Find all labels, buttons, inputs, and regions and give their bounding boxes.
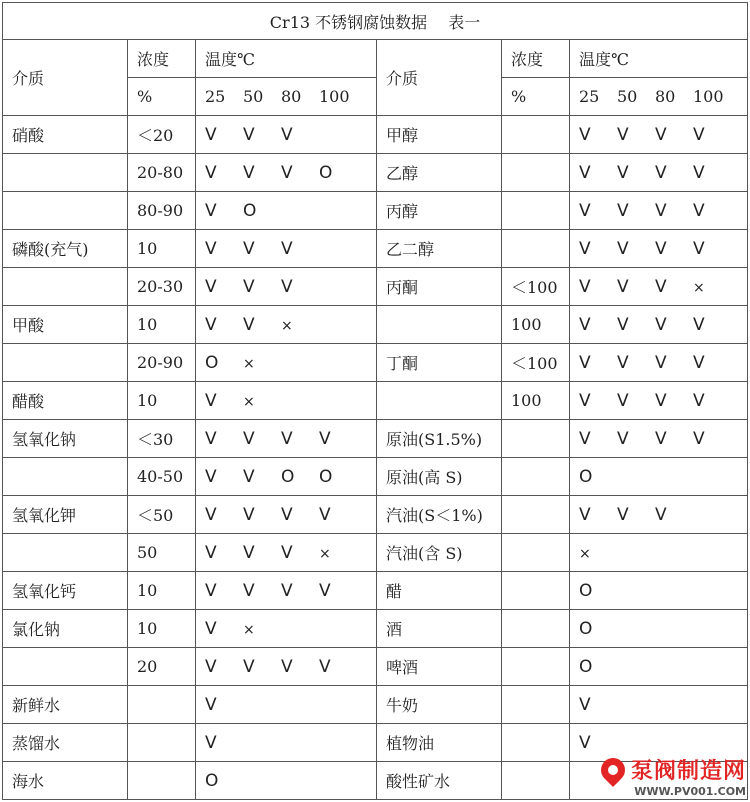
- concentration-left: 10: [128, 572, 196, 610]
- medium-right: 醋: [377, 572, 502, 610]
- medium-right: 甲醇: [377, 116, 502, 154]
- rating-mark: V: [617, 200, 629, 221]
- medium-right: 汽油(含 S): [377, 534, 502, 572]
- medium-left: 氢氧化钠: [3, 420, 128, 458]
- rating-mark: V: [579, 428, 591, 449]
- rating-mark: V: [617, 276, 629, 297]
- temp-label: 25: [205, 87, 226, 106]
- marks-right: [570, 534, 748, 572]
- medium-left: 氢氧化钙: [3, 572, 128, 610]
- concentration-right: [502, 496, 570, 534]
- marks-left: [196, 572, 377, 610]
- rating-mark: V: [579, 694, 591, 715]
- rating-mark: V: [205, 542, 217, 563]
- concentration-right: [502, 534, 570, 572]
- rating-mark: O: [281, 466, 295, 487]
- rating-mark: V: [617, 352, 629, 373]
- marks-left: [196, 116, 377, 154]
- medium-right: 丙酮: [377, 268, 502, 306]
- concentration-right: [502, 648, 570, 686]
- marks-right: [570, 496, 748, 534]
- rating-mark: V: [693, 162, 705, 183]
- rating-mark: V: [693, 390, 705, 411]
- temp-label: 25: [579, 87, 600, 106]
- rating-mark: V: [281, 124, 293, 145]
- table-row: [3, 192, 748, 230]
- table-row: [3, 572, 748, 610]
- header-temperature-left: 温度℃: [196, 40, 377, 78]
- marks-right: [570, 154, 748, 192]
- marks-right: [570, 458, 748, 496]
- rating-mark: V: [243, 504, 255, 525]
- rating-mark: V: [617, 162, 629, 183]
- rating-mark: V: [281, 542, 293, 563]
- marks-left: [196, 230, 377, 268]
- rating-mark: V: [205, 390, 217, 411]
- medium-left: [3, 268, 128, 306]
- marks-left: [196, 724, 377, 762]
- table-row: [3, 382, 748, 420]
- marks-left: [196, 382, 377, 420]
- rating-mark: V: [205, 124, 217, 145]
- concentration-right: ＜100: [502, 344, 570, 382]
- concentration-left: 40-50: [128, 458, 196, 496]
- location-pin-icon: [596, 753, 630, 787]
- table-row: [3, 458, 748, 496]
- rating-mark: V: [205, 428, 217, 449]
- concentration-left: ＜50: [128, 496, 196, 534]
- concentration-right: [502, 192, 570, 230]
- rating-mark: V: [693, 428, 705, 449]
- rating-mark: V: [617, 238, 629, 259]
- table-row: [3, 116, 748, 154]
- rating-mark: V: [319, 580, 331, 601]
- rating-mark: V: [579, 504, 591, 525]
- rating-mark: V: [243, 162, 255, 183]
- rating-mark: V: [319, 504, 331, 525]
- header-medium-right: 介质: [377, 40, 502, 116]
- medium-right: [377, 306, 502, 344]
- concentration-left: 20-80: [128, 154, 196, 192]
- rating-mark: O: [579, 618, 593, 639]
- concentration-right: [502, 230, 570, 268]
- marks-left: [196, 686, 377, 724]
- rating-mark: V: [617, 124, 629, 145]
- rating-mark: V: [579, 238, 591, 259]
- marks-right: [570, 382, 748, 420]
- marks-right: [570, 610, 748, 648]
- rating-mark: V: [205, 732, 217, 753]
- rating-mark: V: [205, 694, 217, 715]
- watermark-url: WWW.PV001.COM: [634, 785, 746, 798]
- rating-mark: V: [579, 276, 591, 297]
- watermark: [601, 754, 746, 798]
- rating-mark: V: [617, 428, 629, 449]
- concentration-left: [128, 686, 196, 724]
- concentration-right: ＜100: [502, 268, 570, 306]
- marks-right: [570, 306, 748, 344]
- concentration-left: 20-30: [128, 268, 196, 306]
- corrosion-table: [2, 2, 748, 800]
- marks-left: [196, 762, 377, 800]
- concentration-left: [128, 762, 196, 800]
- header-temps-right: [570, 78, 748, 116]
- rating-mark: V: [655, 352, 667, 373]
- rating-mark: V: [243, 466, 255, 487]
- medium-left: 氢氧化钾: [3, 496, 128, 534]
- concentration-left: [128, 724, 196, 762]
- concentration-right: [502, 572, 570, 610]
- temp-label: 80: [655, 87, 676, 106]
- medium-right: 牛奶: [377, 686, 502, 724]
- marks-left: [196, 610, 377, 648]
- rating-mark: V: [319, 428, 331, 449]
- title-row: [3, 3, 748, 40]
- medium-right: 丙醇: [377, 192, 502, 230]
- concentration-left: 20-90: [128, 344, 196, 382]
- medium-left: [3, 344, 128, 382]
- rating-mark: ×: [243, 355, 255, 372]
- rating-mark: V: [281, 276, 293, 297]
- rating-mark: V: [655, 504, 667, 525]
- concentration-right: [502, 458, 570, 496]
- marks-left: [196, 154, 377, 192]
- rating-mark: V: [205, 580, 217, 601]
- medium-left: 磷酸(充气): [3, 230, 128, 268]
- rating-mark: V: [205, 466, 217, 487]
- temp-label: 100: [319, 87, 350, 106]
- rating-mark: V: [205, 314, 217, 335]
- marks-right: [570, 686, 748, 724]
- rating-mark: O: [579, 466, 593, 487]
- temp-label: 50: [617, 87, 638, 106]
- medium-right: 乙二醇: [377, 230, 502, 268]
- marks-left: [196, 344, 377, 382]
- concentration-right: [502, 116, 570, 154]
- rating-mark: V: [243, 238, 255, 259]
- concentration-right: [502, 762, 570, 800]
- rating-mark: V: [243, 542, 255, 563]
- medium-left: 新鲜水: [3, 686, 128, 724]
- rating-mark: V: [205, 618, 217, 639]
- table-row: [3, 344, 748, 382]
- rating-mark: V: [243, 656, 255, 677]
- rating-mark: ×: [243, 621, 255, 638]
- table-title: Cr13 不锈钢腐蚀数据 表一: [3, 3, 748, 40]
- medium-right: 啤酒: [377, 648, 502, 686]
- marks-right: [570, 648, 748, 686]
- concentration-right: 100: [502, 382, 570, 420]
- medium-left: [3, 192, 128, 230]
- table-row: [3, 610, 748, 648]
- medium-left: 蒸馏水: [3, 724, 128, 762]
- rating-mark: O: [319, 162, 333, 183]
- marks-left: [196, 648, 377, 686]
- table-row: [3, 154, 748, 192]
- medium-left: 氯化钠: [3, 610, 128, 648]
- temp-label: 80: [281, 87, 302, 106]
- rating-mark: V: [579, 124, 591, 145]
- rating-mark: V: [281, 428, 293, 449]
- rating-mark: V: [243, 124, 255, 145]
- medium-right: 植物油: [377, 724, 502, 762]
- rating-mark: V: [579, 390, 591, 411]
- rating-mark: V: [617, 390, 629, 411]
- medium-left: [3, 648, 128, 686]
- marks-left: [196, 268, 377, 306]
- medium-left: 硝酸: [3, 116, 128, 154]
- medium-right: 丁酮: [377, 344, 502, 382]
- medium-left: [3, 154, 128, 192]
- concentration-left: 10: [128, 382, 196, 420]
- rating-mark: O: [579, 656, 593, 677]
- header-temperature-right: 温度℃: [570, 40, 748, 78]
- header-temps-left: [196, 78, 377, 116]
- rating-mark: V: [693, 314, 705, 335]
- rating-mark: V: [243, 428, 255, 449]
- concentration-right: [502, 420, 570, 458]
- concentration-right: [502, 154, 570, 192]
- rating-mark: V: [205, 656, 217, 677]
- watermark-brand: [601, 754, 746, 785]
- rating-mark: V: [243, 276, 255, 297]
- marks-right: [570, 268, 748, 306]
- rating-mark: V: [319, 656, 331, 677]
- medium-right: [377, 382, 502, 420]
- concentration-right: 100: [502, 306, 570, 344]
- rating-mark: ×: [281, 317, 293, 334]
- rating-mark: V: [617, 314, 629, 335]
- rating-mark: V: [655, 238, 667, 259]
- rating-mark: V: [281, 580, 293, 601]
- rating-mark: V: [205, 238, 217, 259]
- medium-left: [3, 458, 128, 496]
- medium-right: 原油(高 S): [377, 458, 502, 496]
- rating-mark: V: [579, 732, 591, 753]
- header-row-1: [3, 40, 748, 78]
- rating-mark: V: [693, 238, 705, 259]
- rating-mark: O: [243, 200, 257, 221]
- marks-right: [570, 230, 748, 268]
- medium-left: 甲酸: [3, 306, 128, 344]
- concentration-left: 20: [128, 648, 196, 686]
- table-row: [3, 268, 748, 306]
- rating-mark: V: [205, 200, 217, 221]
- medium-right: 原油(S1.5%): [377, 420, 502, 458]
- marks-right: [570, 116, 748, 154]
- rating-mark: V: [617, 504, 629, 525]
- medium-left: 醋酸: [3, 382, 128, 420]
- rating-mark: V: [579, 200, 591, 221]
- rating-mark: O: [205, 352, 219, 373]
- concentration-left: ＜20: [128, 116, 196, 154]
- concentration-right: [502, 686, 570, 724]
- concentration-left: 80-90: [128, 192, 196, 230]
- marks-left: [196, 420, 377, 458]
- rating-mark: V: [655, 200, 667, 221]
- marks-right: [570, 572, 748, 610]
- table-row: [3, 496, 748, 534]
- marks-right: [570, 344, 748, 382]
- table-row: [3, 648, 748, 686]
- rating-mark: ×: [319, 545, 331, 562]
- marks-left: [196, 192, 377, 230]
- rating-mark: V: [281, 238, 293, 259]
- table-row: [3, 420, 748, 458]
- rating-mark: V: [579, 162, 591, 183]
- concentration-left: 10: [128, 306, 196, 344]
- rating-mark: V: [655, 428, 667, 449]
- rating-mark: V: [243, 314, 255, 335]
- rating-mark: O: [319, 466, 333, 487]
- rating-mark: V: [205, 504, 217, 525]
- table-row: [3, 306, 748, 344]
- rating-mark: ×: [579, 546, 591, 562]
- temp-label: 50: [243, 87, 264, 106]
- table-row: [3, 534, 748, 572]
- concentration-right: [502, 610, 570, 648]
- table-row: [3, 230, 748, 268]
- rating-mark: V: [693, 124, 705, 145]
- rating-mark: V: [655, 390, 667, 411]
- rating-mark: V: [693, 200, 705, 221]
- header-concentration-left: 浓度: [128, 40, 196, 78]
- medium-right: 酸性矿水: [377, 762, 502, 800]
- header-percent-right: %: [502, 78, 570, 116]
- rating-mark: V: [655, 314, 667, 335]
- rating-mark: ×: [693, 279, 705, 296]
- watermark-name: 泵阀制造网: [630, 759, 746, 784]
- rating-mark: V: [281, 162, 293, 183]
- rating-mark: V: [579, 352, 591, 373]
- medium-right: 乙醇: [377, 154, 502, 192]
- medium-right: 汽油(S＜1%): [377, 496, 502, 534]
- rating-mark: V: [579, 314, 591, 335]
- marks-left: [196, 306, 377, 344]
- concentration-left: 50: [128, 534, 196, 572]
- medium-left: [3, 534, 128, 572]
- concentration-right: [502, 724, 570, 762]
- rating-mark: V: [281, 656, 293, 677]
- rating-mark: V: [205, 276, 217, 297]
- medium-left: 海水: [3, 762, 128, 800]
- rating-mark: V: [243, 580, 255, 601]
- marks-left: [196, 496, 377, 534]
- concentration-left: ＜30: [128, 420, 196, 458]
- marks-right: [570, 192, 748, 230]
- marks-left: [196, 458, 377, 496]
- medium-right: 酒: [377, 610, 502, 648]
- marks-left: [196, 534, 377, 572]
- header-concentration-right: 浓度: [502, 40, 570, 78]
- concentration-left: 10: [128, 610, 196, 648]
- marks-right: [570, 420, 748, 458]
- rating-mark: V: [655, 162, 667, 183]
- rating-mark: V: [693, 352, 705, 373]
- rating-mark: ×: [243, 393, 255, 410]
- rating-mark: O: [205, 770, 219, 791]
- concentration-left: 10: [128, 230, 196, 268]
- rating-mark: V: [281, 504, 293, 525]
- table-row: [3, 686, 748, 724]
- rating-mark: V: [655, 276, 667, 297]
- header-medium-left: 介质: [3, 40, 128, 116]
- rating-mark: V: [655, 124, 667, 145]
- rating-mark: V: [205, 162, 217, 183]
- header-percent-left: %: [128, 78, 196, 116]
- rating-mark: O: [579, 580, 593, 601]
- temp-label: 100: [693, 87, 724, 106]
